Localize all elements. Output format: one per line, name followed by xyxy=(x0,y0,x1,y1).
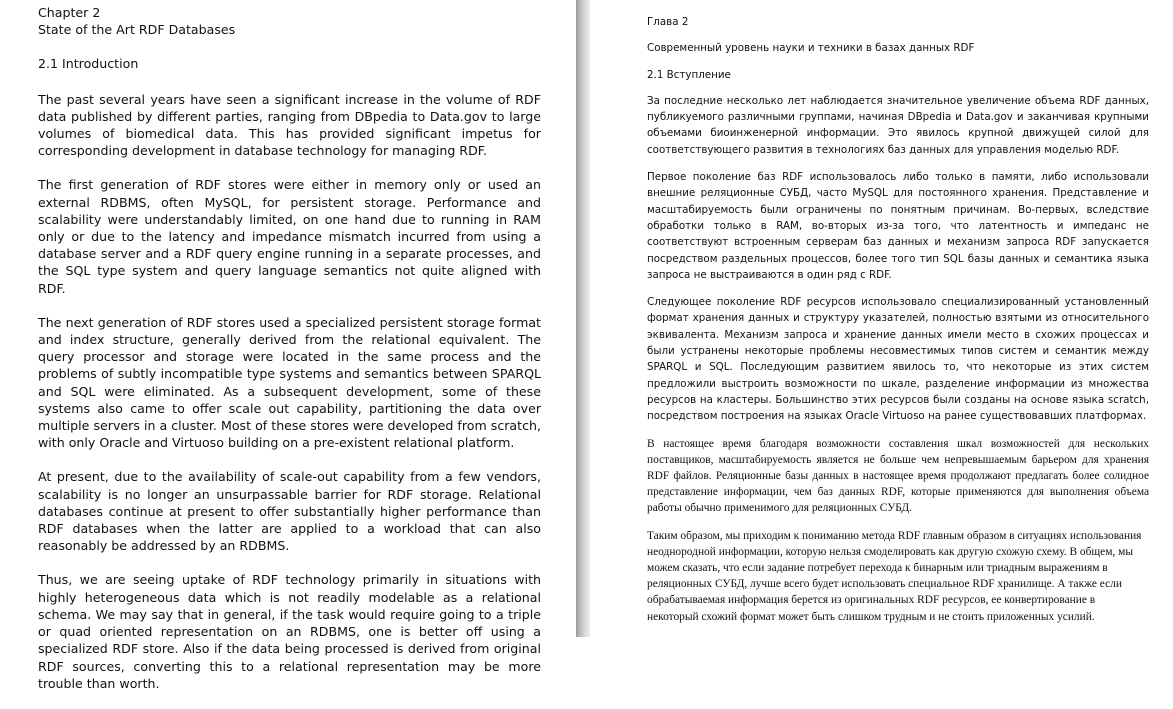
chapter-title-ru: Современный уровень науки и техники в базах данных RDF xyxy=(647,42,975,55)
section-heading: 2.1 Introduction xyxy=(38,56,139,72)
english-document xyxy=(38,4,541,709)
chapter-label-ru: Глава 2 xyxy=(647,16,689,28)
paragraph-1: The past several years have seen a significant increase in the volume of RDF data published by different parties, ranging from DBpedia to Data.gov to large volumes of biomedical data. This has provided significant impetus for corresponding development in database technology for managing RDF. xyxy=(38,91,541,159)
paragraph-5: Thus, we are seeing uptake of RDF technology primarily in situations with highly heterogeneous data which is not readily modelable as a relational schema. We may say that in general, if the task would require going to a triple or quad oriented representation on an RDBMS, one is better off using a specialized RDF store. Also if the data being processed is derived from original RDF sources, converting this to a relational representation may be more trouble than worth. xyxy=(38,572,541,691)
paragraph-ru-1: За последние несколько лет наблюдается значительное увеличение объема RDF данных, публикуемого различными группами, начиная DBpedia и Data.gov и заканчивая крупными объемами биоинженерной информации. Это явилось крупной движущей силой для соответствующего развития в технологиях баз данных для управления моделью RDF. xyxy=(647,94,1149,156)
paragraph-ru-4: В настоящее время благодаря возможности составления шкал возможностей для нескольких поставщиков, масштабируемость является не больше чем непревышаемым барьером для хранения RDF файлов. Реляционные базы данных в настоящее время продолжают предлагать более солидное представление информации, чем баз данных RDF, которые применяются для выполнения объема работы обычно применимого для реляционных СУБД. xyxy=(647,437,1149,515)
chapter-label: Chapter 2 xyxy=(38,5,101,20)
english-page xyxy=(0,0,576,691)
paragraph-ru-3: Следующее поколение RDF ресурсов использовало специализированный установленный формат хранения данных и структуру указателей, полностью взятыми из относительного эквивалента. Механизм запроса и хранение данных имели место в схожих процессах и были устранены некоторые проблемы несовместимых типов систем и семантик между SPARQL и SQL. Последующим развитием явилось то, что некоторые из этих систем предложили выстроить возможности по шкале, разделение информации из множества ресурсов на кластеры. Большинство этих ресурсов были созданы на основе языка scratch, посредством построения на языках Oracle Virtuoso на ранее существовавших платформах. xyxy=(647,296,1149,423)
paragraph-2: The first generation of RDF stores were either in memory only or used an external RDBMS, often MySQL, for persistent storage. Performance and scalability were understandably limited, on one hand due to running in RAM only or due to the latency and impedance mismatch incurred from using a database server and a RDF query engine running in a separate processes, and the SQL type system and query language semantics not quite aligned with RDF. xyxy=(38,177,541,296)
page-gutter xyxy=(576,0,590,637)
paragraph-ru-5: Таким образом, мы приходим к пониманию метода RDF главным образом в ситуациях использования неоднородной информации, которую нельзя смоделировать как другую схожую схему. В общем, мы можем сказать, что если задание потребует перехода к бинарным или триадным выражениям в реляционных СУБД, лучше всего будет использовать специальное RDF хранилище. А также если обрабатываемая информация берется из оригинальных RDF ресурсов, ее конвертирование в некоторый схожий формат может быть слишком трудным и не стоить приложенных усилий. xyxy=(647,529,1142,623)
section-heading-ru: 2.1 Вступление xyxy=(647,68,731,81)
paragraph-4: At present, due to the availability of scale-out capability from a few vendors, scalability is no longer an unsurpassable barrier for RDF storage. Relational databases continue at present to offer substantially higher performance than RDF databases when the latter are applied to a workload that can also reasonably be addressed by an RDBMS. xyxy=(38,469,541,554)
paragraph-3: The next generation of RDF stores used a specialized persistent storage format and index structure, generally derived from the relational equivalent. The query processor and storage were located in the same process and the problems of subtly incompatible type systems and semantics between SPARQL and SQL were eliminated. As a subsequent development, some of these systems also came to offer scale out capability, partitioning the data over multiple servers in a cluster. Most of these stores were developed from scratch, with only Oracle and Virtuoso building on a pre-existent relational platform. xyxy=(38,314,541,451)
russian-page xyxy=(590,0,1173,637)
russian-document xyxy=(647,14,1149,636)
chapter-title: State of the Art RDF Databases xyxy=(38,22,236,38)
paragraph-ru-2: Первое поколение баз RDF использовалось либо только в памяти, либо использовали внешние реляционные СУБД, часто MySQL для постоянного хранения. Представление и масштабируемость были ограничены по понятным причинам. Во-первых, вследствие обработки только в RAM, во-вторых из-за того, что латентность и импеданс не соответствуют встроенным серверам баз данных и механизм запроса RDF запускается посредством раздельных процессов, более того тип SQL базы данных и семантика языка запроса не выстраиваются в один ряд с RDF. xyxy=(647,171,1149,281)
